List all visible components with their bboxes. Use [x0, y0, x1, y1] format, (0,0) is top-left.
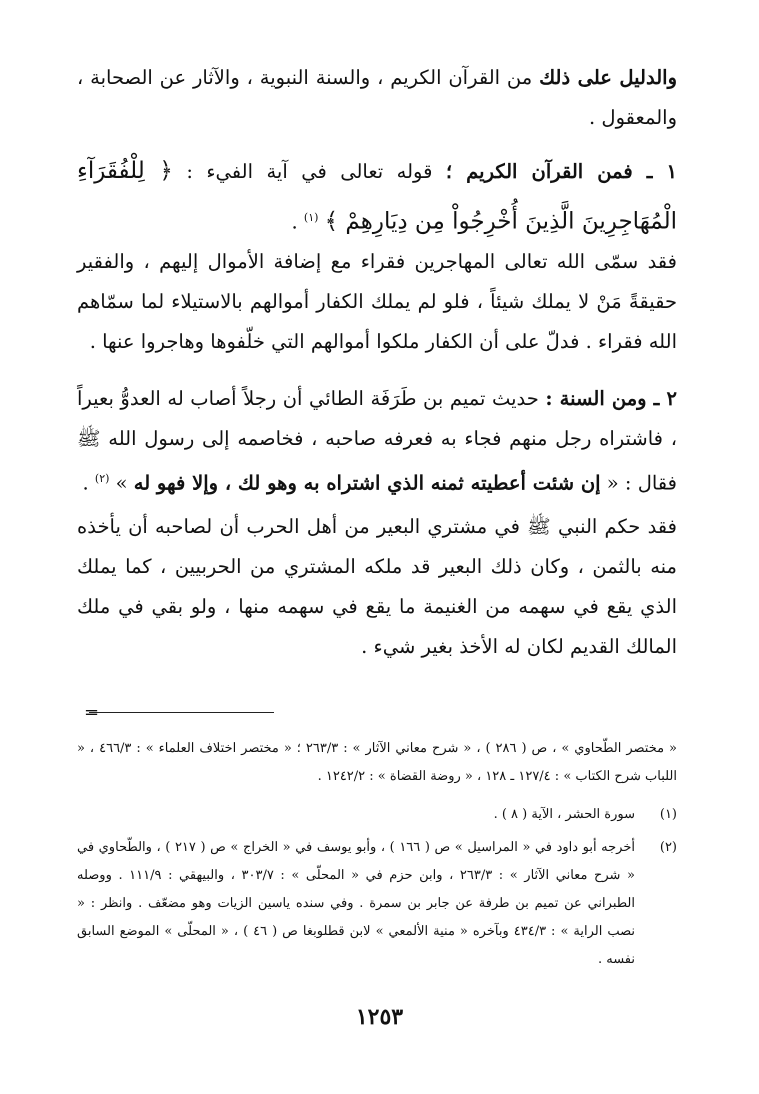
footnote-ref-1: (١): [303, 211, 319, 224]
section-heading-sunnah: ٢ ـ ومن السنة :: [545, 387, 677, 410]
footnote-separator: [89, 712, 274, 713]
paragraph-text: فقد حكم النبي ﷺ في مشتري البعير من أهل الحرب أن لصاحبه أن يأخذه منه بالثمن ، وكان ذلك البعير قد ملكه المشتري من الحربيين ، كما يملك الذي يقع في سهمه من الغنيمة ما يقع في سهمه منها ، ولو بقي في ملك المالك القديم لكان له الأخذ بغير شيء .: [77, 515, 677, 658]
footnote-ref-2: (٢): [94, 472, 110, 485]
quote-close: »: [115, 471, 128, 495]
paragraph-evidence-intro: [77, 58, 677, 138]
paragraph-text: قوله تعالى في آية الفيء :: [186, 160, 433, 183]
page-number: ١٢٥٣: [355, 1004, 404, 1030]
paragraph-text: من القرآن الكريم ، والسنة النبوية ، والآثار عن الصحابة ، والمعقول .: [77, 66, 677, 129]
paragraph-end: .: [291, 210, 298, 234]
paragraph-quran-evidence: [77, 148, 677, 246]
paragraph-quran-explanation: [77, 242, 677, 362]
footnote-1: [77, 801, 677, 829]
footnote-2: [77, 834, 677, 974]
footnote-continuation-mark: =: [84, 702, 100, 723]
footnote-number: (١): [659, 807, 677, 822]
footnote-text: أخرجه أبو داود في « المراسيل » ص ( ١٦٦ ) ، وأبو يوسف في « الخراج » ص ( ٢١٧ ) ، والطّحاوي في « شرح معاني الآثار » : ٢٦٣/٣ ، وابن حزم في « المحلّى » : ٣٠٣/٧ ، والبيهقي : ١١١/٩ . ووصله الطبراني عن تميم بن طرفة عن جابر بن سمرة . وفي سنده ياسين الزيات وهو مضعّف . وانظر : « نصب الراية » : ٤٣٤/٣ وبآخره « منية الألمعي » لابن قطلوبغا ص ( ٤٦ ) ، « المحلّى » الموضع السابق نفسه .: [77, 840, 635, 967]
paragraph-text: فقد سمّى الله تعالى المهاجرين فقراء مع إضافة الأموال إليهم ، والفقير حقيقةً مَنْ لا يملك شيئاً ، فلو لم يملك الكفار أموالهم بالاستيلاء لما سمّاهم الله فقراء . فدلّ على أن الكفار ملكوا أموالهم التي خلّفوها وهاجروا عنها .: [77, 250, 677, 353]
footnote-text: سورة الحشر ، الآية ( ٨ ) .: [493, 807, 635, 822]
hadith-quote: إن شئت أعطيته ثمنه الذي اشتراه به وهو لك ، وإلا فهو له: [133, 471, 601, 495]
footnote-number: (٢): [659, 840, 677, 855]
paragraph-end: .: [82, 471, 89, 495]
paragraph-text: حديث تميم بن طَرَفَة الطائي أن رجلاً أصاب له العدوُّ بعيراً ، فاشتراه رجل منهم فجاء به فعرفه صاحبه ، فخاصمه إلى رسول الله ﷺ فقال : «: [77, 387, 677, 495]
paragraph-sunnah-evidence: [77, 379, 677, 504]
quran-verse: ﴿ لِلْفُقَرَآءِ الْمُهَاجِرِينَ الَّذِينَ أُخْرِجُواْ مِن دِيَارِهِمْ ﴾: [77, 158, 677, 235]
section-heading-quran: ١ ـ فمن القرآن الكريم ؛: [445, 160, 678, 183]
footnote-continuation: « مختصر الطّحاوي » ، ص ( ٢٨٦ ) ، « شرح معاني الآثار » : ٢٦٣/٣ ؛ « مختصر اختلاف العلماء » : ٤٦٦/٣ ، « اللباب شرح الكتاب » : ١٢٧/٤ ـ ١٢٨ ، « روضة القضاة » : ١٢٤٢/٢ .: [77, 741, 677, 784]
paragraph-sunnah-explanation: [77, 507, 677, 667]
paragraph-lead: والدليل على ذلك: [539, 66, 677, 89]
